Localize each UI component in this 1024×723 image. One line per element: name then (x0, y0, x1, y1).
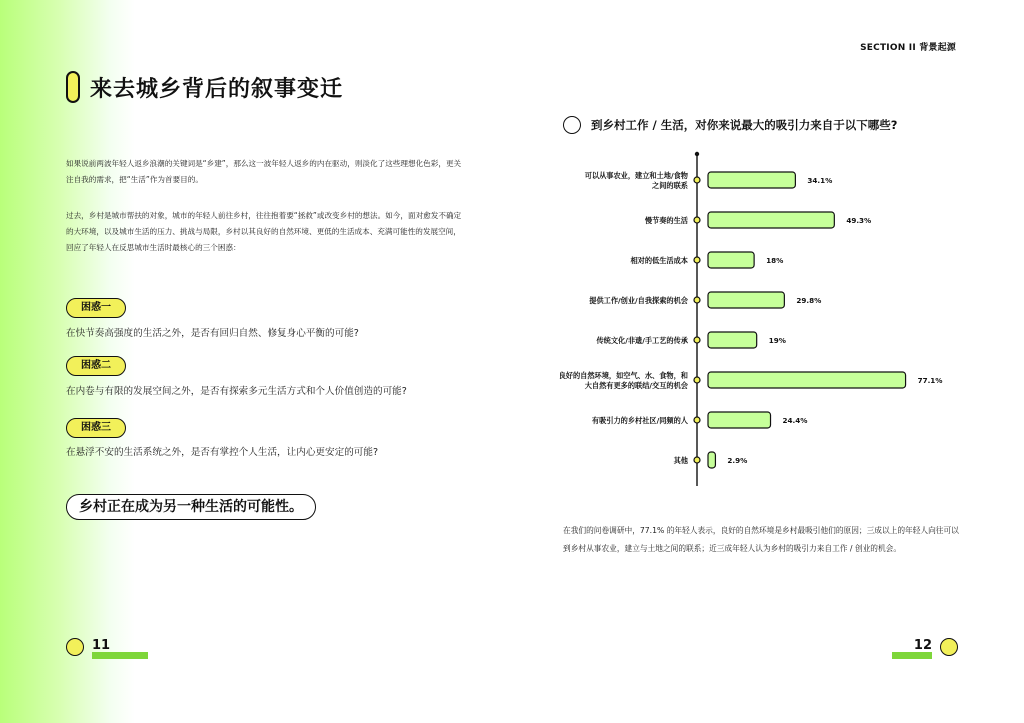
value-label: 49.3% (846, 216, 872, 225)
survey-question-header (563, 116, 897, 134)
chart-axis-top-dot (695, 152, 699, 156)
page-number-right (876, 638, 958, 656)
circle-icon (563, 116, 581, 134)
category-label: 良好的自然环境，如空气、水、食物，和 (558, 371, 688, 380)
page-number-bar (92, 652, 148, 659)
bar (708, 172, 795, 188)
bar-anchor-dot (694, 377, 700, 383)
slogan-pill: 乡村正在成为另一种生活的可能性。 (66, 494, 316, 520)
puzzle-question-1: 在快节奏高强度的生活之外，是否有回归自然、修复身心平衡的可能? (66, 328, 359, 339)
bar-anchor-dot (694, 257, 700, 263)
page-number-left (66, 638, 148, 656)
page-title: 来去城乡背后的叙事变迁 (90, 76, 344, 102)
value-label: 77.1% (917, 376, 943, 385)
survey-question: 到乡村工作 / 生活，对你来说最大的吸引力来自于以下哪些? (591, 118, 898, 132)
value-label: 29.8% (796, 296, 822, 305)
circle-icon (66, 638, 84, 656)
circle-icon (940, 638, 958, 656)
category-label: 可以从事农业，建立和土地/食物 (584, 171, 688, 180)
value-label: 18% (766, 256, 784, 265)
page-number-text: 12 (913, 638, 932, 653)
bar-anchor-dot (694, 417, 700, 423)
page-number-text: 11 (92, 638, 111, 653)
bar-anchor-dot (694, 457, 700, 463)
page-number-bar (892, 652, 932, 659)
category-label: 传统文化/非遗/手工艺的传承 (596, 336, 688, 345)
bar-anchor-dot (694, 217, 700, 223)
bar-anchor-dot (694, 297, 700, 303)
bar (708, 292, 784, 308)
puzzle-question-3: 在悬浮不安的生活系统之外，是否有掌控个人生活，让内心更安定的可能? (66, 447, 379, 458)
puzzle-question-2: 在内卷与有限的发展空间之外，是否有探索多元生活方式和个人价值创造的可能? (66, 386, 407, 397)
category-label: 之间的联系 (652, 181, 688, 190)
category-label: 大自然有更多的联结/交互的机会 (584, 381, 688, 390)
category-label: 其他 (673, 456, 688, 465)
value-label: 19% (768, 336, 786, 345)
puzzle-badge-2: 困惑二 (66, 356, 126, 376)
title-marker-icon (66, 71, 80, 103)
value-label: 34.1% (807, 176, 833, 185)
bar (708, 252, 754, 268)
bar (708, 372, 906, 388)
page-title-block (66, 71, 343, 103)
section-tag: SECTION II 背景起源 (860, 43, 956, 53)
bar (708, 452, 715, 468)
category-label: 有吸引力的乡村社区/同频的人 (591, 416, 688, 425)
value-label: 2.9% (727, 456, 748, 465)
bar (708, 332, 757, 348)
attraction-bar-chart (540, 148, 980, 493)
bar-anchor-dot (694, 177, 700, 183)
puzzle-badge-1: 困惑一 (66, 298, 126, 318)
intro-paragraph-1: 如果说前两波年轻人返乡浪潮的关键词是“乡建”，那么这一波年轻人返乡的内在驱动，则淡化了这些理想化色彩，更关注自我的需求，把“生活”作为首要目的。 (66, 159, 462, 184)
puzzle-badge-3: 困惑三 (66, 418, 126, 438)
category-label: 相对的低生活成本 (630, 256, 688, 265)
bar (708, 212, 834, 228)
category-label: 慢节奏的生活 (644, 216, 688, 225)
bar-anchor-dot (694, 337, 700, 343)
intro-paragraph-2: 过去，乡村是城市帮扶的对象，城市的年轻人前往乡村，往往抱着要“拯救”或改变乡村的想法。如今，面对愈发不确定的大环境，以及城市生活的压力、挑战与局限，乡村以其良好的自然环境、更低的生活成本、充满可能性的发展空间，回应了年轻人在反思城市生活时最核心的三个困惑： (66, 211, 462, 252)
value-label: 24.4% (782, 416, 808, 425)
chart-summary: 在我们的问卷调研中，77.1% 的年轻人表示，良好的自然环境是乡村最吸引他们的原因；三成以上的年轻人向往可以到乡村从事农业，建立与土地之间的联系；近三成年轻人认为乡村的吸引力来自工作 / 创业的机会。 (563, 526, 959, 553)
bar (708, 412, 771, 428)
category-label: 提供工作/创业/自我探索的机会 (589, 296, 688, 305)
